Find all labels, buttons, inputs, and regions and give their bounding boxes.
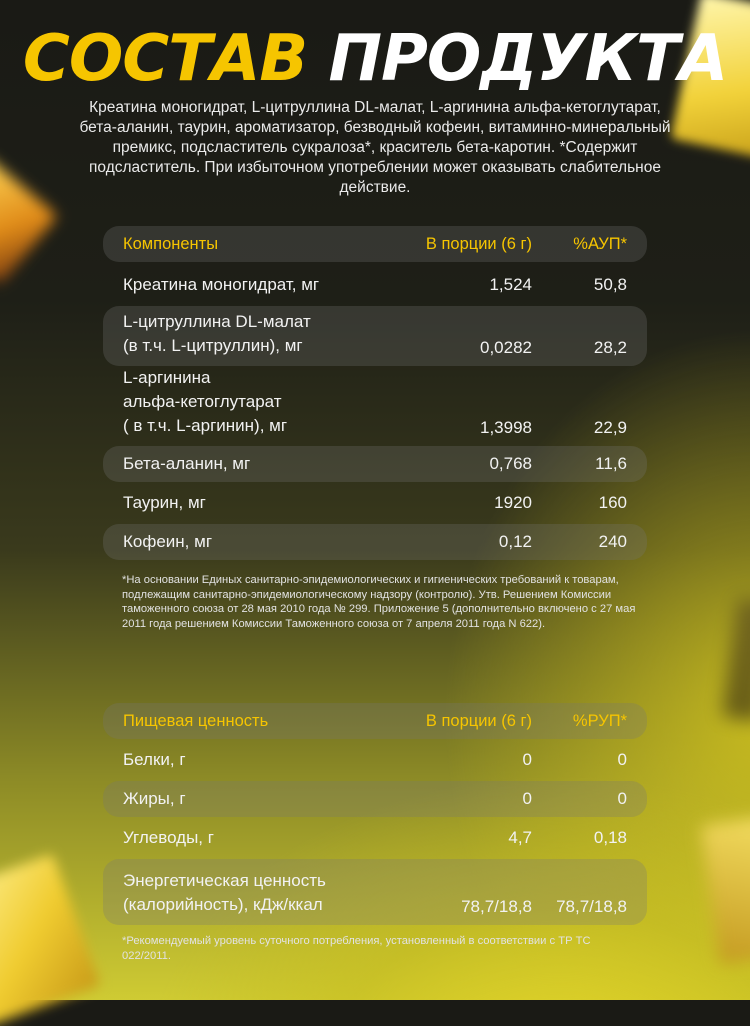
table-row	[103, 524, 647, 560]
table-row	[103, 446, 647, 482]
table-row	[103, 781, 647, 817]
component-percent: 11,6	[595, 454, 627, 473]
table-row	[103, 859, 647, 925]
title-word-1: СОСТАВ	[22, 22, 308, 96]
pineapple-piece-decoration	[0, 854, 100, 1026]
component-portion: 1,524	[489, 275, 532, 294]
component-name: L-аргинина альфа-кетоглутарат ( в т.ч. L-аргинин), мг	[123, 368, 288, 435]
component-portion: 1920	[494, 493, 532, 512]
table-row	[103, 264, 647, 306]
header-components: Компоненты	[123, 235, 219, 253]
components-table	[103, 226, 647, 560]
pineapple-piece-decoration	[701, 816, 750, 964]
table-row	[103, 482, 647, 524]
nutrient-portion: 0	[522, 789, 532, 808]
component-portion: 0,768	[489, 454, 532, 473]
header-nutrition: Пищевая ценность	[123, 712, 269, 730]
nutrient-portion: 0	[522, 750, 532, 769]
component-portion: 0,0282	[480, 338, 532, 357]
page-title	[0, 22, 750, 96]
component-name: Кофеин, мг	[123, 532, 213, 551]
component-percent: 28,2	[593, 338, 627, 357]
table-header-row	[103, 226, 647, 262]
nutrient-portion: 4,7	[508, 828, 532, 847]
ingredients-text: Креатина моногидрат, L-цитруллина DL-малат, L-аргинина альфа-кетоглутарат, бета-аланин, таурин, ароматизатор, безводный кофеин, витаминно-минеральный премикс, подсластитель сукралоза*, краситель бета-каротин. *Содержит подсластитель. При избыточном употреблении может оказывать слабительное действие.	[79, 99, 671, 196]
table-row	[103, 739, 647, 781]
nutrient-percent: 0,18	[593, 828, 627, 847]
component-name: Креатина моногидрат, мг	[123, 275, 320, 294]
table-row	[103, 306, 647, 366]
component-portion: 0,12	[498, 532, 532, 551]
nutrient-percent: 0	[617, 789, 627, 808]
table-row	[103, 366, 647, 446]
nutrient-name: Жиры, г	[123, 789, 186, 808]
header-portion: В порции (6 г)	[425, 711, 532, 730]
component-percent: 22,9	[593, 418, 627, 437]
component-percent: 240	[598, 532, 627, 551]
nutrient-percent: 0	[617, 750, 627, 769]
component-name: Бета-аланин, мг	[123, 454, 251, 473]
nutrient-portion: 78,7/18,8	[461, 897, 532, 916]
footnote-nutrition: *Рекомендуемый уровень суточного потребления, установленный в соответствии с ТР ТС 022/2011.	[122, 935, 591, 962]
component-percent: 160	[598, 493, 627, 512]
nutrient-name: Белки, г	[123, 750, 186, 769]
component-percent: 50,8	[593, 275, 627, 294]
nutrient-percent: 78,7/18,8	[556, 897, 627, 916]
component-name: Таурин, мг	[123, 493, 206, 512]
component-portion: 1,3998	[480, 418, 532, 437]
header-percent: %АУП*	[573, 234, 627, 253]
nutrient-name: Углеводы, г	[123, 828, 214, 847]
pineapple-piece-decoration	[722, 598, 750, 722]
nutrient-name: Энергетическая ценность (калорийность), кДж/ккал	[123, 871, 326, 914]
header-percent: %РУП*	[572, 711, 627, 730]
nutrition-table	[103, 703, 647, 925]
title-word-2: ПРОДУКТА	[328, 22, 728, 96]
table-row	[103, 817, 647, 859]
footnote-components: *На основании Единых санитарно-эпидемиологических и гигиенических требований к товарам, подлежащим санитарно-эпидемиологическому надзору (контролю). Утв. Решением Комиссии таможенного союза от 28 мая 2010 года № 299. Приложение 5 (дополнительно включено с 27 мая 2011 года решением Комиссии Таможенного союза от 7 апреля 2011 года N 622).	[122, 574, 636, 630]
component-name: L-цитруллина DL-малат (в т.ч. L-цитруллин), мг	[123, 312, 311, 355]
table-header-row	[103, 703, 647, 739]
pineapple-piece-decoration	[0, 155, 58, 285]
header-portion: В порции (6 г)	[425, 234, 532, 253]
